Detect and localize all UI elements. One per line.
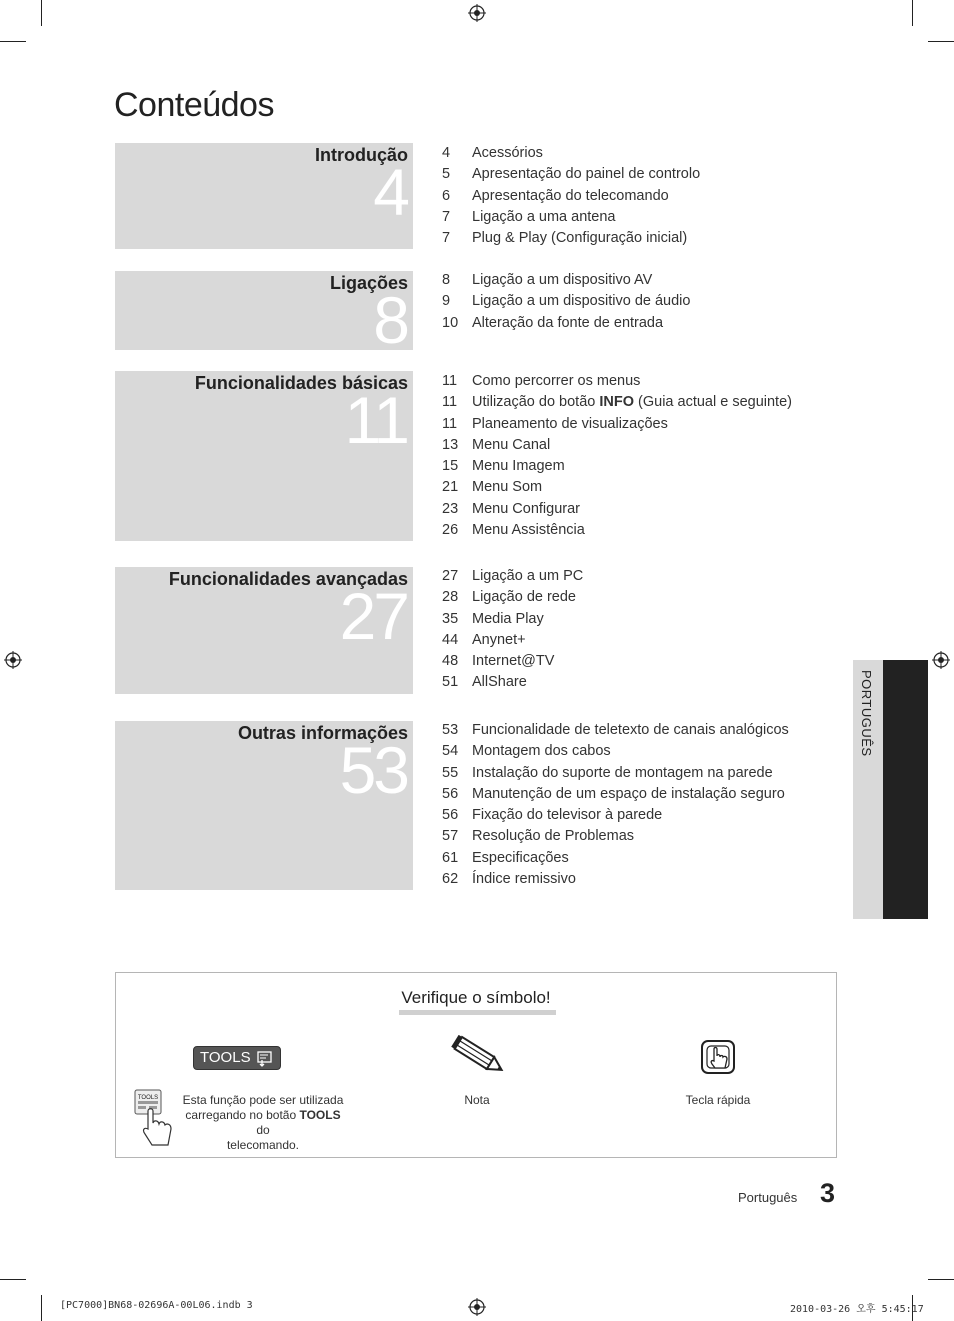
toc-page-number: 26 bbox=[442, 522, 459, 539]
note-caption: Nota bbox=[464, 1093, 490, 1107]
crop-mark bbox=[928, 1279, 954, 1280]
toc-entry-text: Planeamento de visualizações bbox=[472, 415, 668, 432]
tools-caption-text: carregando no botão bbox=[185, 1108, 300, 1122]
hotkey-button-icon bbox=[700, 1039, 736, 1075]
toc-list-introducao bbox=[442, 143, 700, 249]
toc-page-number: 61 bbox=[442, 849, 459, 866]
toc-item[interactable] bbox=[442, 609, 583, 630]
section-number: 11 bbox=[344, 383, 407, 457]
toc-page-number: 28 bbox=[442, 589, 459, 606]
toc-page-number: 56 bbox=[442, 785, 459, 802]
toc-page-number: 7 bbox=[442, 208, 451, 225]
toc-item[interactable] bbox=[442, 499, 792, 520]
toc-entry-text: Apresentação do painel de controlo bbox=[472, 166, 701, 183]
section-title: Funcionalidades básicas bbox=[194, 373, 408, 393]
crop-mark bbox=[0, 41, 26, 42]
toc-item[interactable] bbox=[442, 869, 789, 890]
toc-page-number: 23 bbox=[442, 500, 459, 517]
toc-entry-text: Apresentação do telecomando bbox=[472, 187, 669, 204]
toc-entry-text: Menu Som bbox=[472, 479, 543, 496]
section-number: 8 bbox=[373, 283, 407, 357]
toc-item[interactable] bbox=[442, 805, 789, 826]
toc-list-funcionalidades-avancadas bbox=[442, 566, 583, 694]
toc-item[interactable] bbox=[442, 313, 690, 334]
toc-entry-text: Utilização do botão bbox=[472, 394, 600, 411]
toc-entry-text: Anynet+ bbox=[472, 631, 526, 648]
tools-caption-text: do bbox=[256, 1123, 270, 1137]
tools-badge-label: TOOLS bbox=[200, 1049, 251, 1066]
toc-page-number: 6 bbox=[442, 187, 451, 204]
section-title: Outras informações bbox=[237, 723, 408, 743]
language-tab-label: PORTUGUÊS bbox=[859, 670, 874, 757]
tools-caption bbox=[178, 1093, 348, 1153]
toc-item[interactable] bbox=[442, 291, 690, 312]
toc-entry-text: Funcionalidade de teletexto de canais analógicos bbox=[472, 722, 789, 738]
toc-page-number: 55 bbox=[442, 764, 459, 781]
toc-page-number: 4 bbox=[442, 145, 451, 161]
toc-entry-text: Índice remissivo bbox=[472, 871, 576, 888]
toc-list-outras-informacoes bbox=[442, 720, 789, 890]
toc-item[interactable] bbox=[442, 186, 700, 207]
toc-page-number: 11 bbox=[442, 415, 458, 432]
tools-hand-icon bbox=[256, 1051, 274, 1067]
section-box-ligacoes bbox=[115, 271, 413, 357]
toc-entry-text: Ligação de rede bbox=[472, 589, 576, 606]
page-title: Conteúdos bbox=[114, 86, 274, 124]
toc-page-number: 51 bbox=[442, 674, 459, 691]
crop-mark bbox=[41, 0, 42, 26]
toc-list-ligacoes bbox=[442, 270, 690, 334]
remote-hand-icon bbox=[134, 1089, 174, 1149]
registration-mark-icon bbox=[468, 1298, 486, 1316]
tools-caption-line: telecomando. bbox=[226, 1138, 300, 1152]
toc-page-number: 5 bbox=[442, 166, 451, 183]
toc-entry-text: Ligação a uma antena bbox=[472, 208, 616, 225]
section-box-funcionalidades-basicas bbox=[115, 371, 413, 541]
crop-mark bbox=[0, 1279, 26, 1280]
toc-entry-text: AllShare bbox=[472, 674, 527, 691]
symbol-legend-box bbox=[115, 972, 837, 1158]
crop-mark bbox=[912, 0, 913, 26]
toc-entry-text: Ligação a um dispositivo de áudio bbox=[472, 293, 691, 310]
toc-item[interactable] bbox=[442, 826, 789, 847]
crop-mark bbox=[41, 1295, 42, 1321]
footer-language: Português bbox=[738, 1190, 798, 1205]
tools-caption-line bbox=[178, 1108, 348, 1138]
toc-entry-text: Plug & Play (Configuração inicial) bbox=[472, 230, 688, 247]
toc-item[interactable] bbox=[442, 720, 789, 741]
symbol-legend-title: Verifique o símbolo! bbox=[401, 988, 551, 1007]
toc-item[interactable] bbox=[442, 741, 789, 762]
section-title: Introdução bbox=[315, 145, 408, 165]
toc-page-number: 13 bbox=[442, 436, 459, 453]
toc-page-number: 21 bbox=[442, 479, 459, 496]
crop-mark bbox=[928, 41, 954, 42]
toc-item[interactable] bbox=[442, 784, 789, 805]
toc-entry-text: Acessórios bbox=[472, 145, 543, 161]
toc-entry-text: Fixação do televisor à parede bbox=[472, 807, 663, 824]
toc-entry-text: Menu Configurar bbox=[472, 500, 580, 517]
toc-page-number: 11 bbox=[442, 394, 458, 411]
toc-item[interactable] bbox=[442, 228, 700, 249]
toc-item[interactable] bbox=[442, 651, 583, 672]
toc-entry-text: Manutenção de um espaço de instalação seguro bbox=[472, 785, 785, 802]
toc-page-number: 9 bbox=[442, 293, 451, 310]
toc-item[interactable] bbox=[442, 456, 792, 477]
toc-item[interactable] bbox=[442, 566, 583, 587]
toc-entry-text: Menu Assistência bbox=[472, 522, 585, 539]
toc-list-funcionalidades-basicas bbox=[442, 371, 792, 541]
toc-entry-text: Ligação a um PC bbox=[472, 568, 584, 584]
toc-entry-text: Resolução de Problemas bbox=[472, 828, 635, 845]
toc-page-number: 62 bbox=[442, 871, 459, 888]
toc-page-number: 54 bbox=[442, 743, 459, 760]
toc-page-number: 48 bbox=[442, 653, 459, 670]
toc-entry-text: Ligação a um dispositivo AV bbox=[472, 272, 653, 288]
toc-page-number: 8 bbox=[442, 272, 451, 288]
registration-mark-icon bbox=[932, 651, 950, 669]
toc-entry-text: Internet@TV bbox=[472, 653, 555, 670]
toc-item[interactable] bbox=[442, 587, 583, 608]
toc-item[interactable] bbox=[442, 848, 789, 869]
toc-item[interactable] bbox=[442, 477, 792, 498]
print-slug-right: 2010-03-26 오후 5:45:17 bbox=[790, 1304, 924, 1315]
toc-entry-bold: INFO bbox=[599, 394, 634, 411]
remote-label: TOOLS bbox=[137, 1095, 159, 1101]
toc-item[interactable] bbox=[442, 207, 700, 228]
registration-mark-icon bbox=[468, 4, 486, 22]
toc-item[interactable] bbox=[442, 414, 792, 435]
toc-item[interactable] bbox=[442, 371, 792, 392]
toc-entry-text: Menu Canal bbox=[472, 436, 551, 453]
page-number: 3 bbox=[820, 1178, 836, 1208]
tools-badge bbox=[193, 1046, 281, 1070]
toc-entry-text: Media Play bbox=[472, 610, 544, 627]
pencil-note-icon bbox=[450, 1035, 508, 1079]
tools-caption-bold: TOOLS bbox=[299, 1108, 341, 1122]
section-box-funcionalidades-avancadas bbox=[115, 567, 413, 694]
toc-page-number: 53 bbox=[442, 722, 459, 738]
toc-page-number: 7 bbox=[442, 230, 451, 247]
registration-mark-icon bbox=[4, 651, 22, 669]
toc-page-number: 27 bbox=[442, 568, 459, 584]
toc-item[interactable] bbox=[442, 435, 792, 456]
print-slug-left: [PC7000]BN68-02696A-00L06.indb 3 bbox=[60, 1300, 253, 1311]
toc-item[interactable] bbox=[442, 672, 583, 693]
toc-page-number: 57 bbox=[442, 828, 459, 845]
toc-item[interactable] bbox=[442, 520, 792, 541]
toc-item[interactable] bbox=[442, 392, 792, 413]
tools-caption-line: Esta função pode ser utilizada bbox=[182, 1093, 344, 1107]
section-number: 27 bbox=[339, 579, 407, 653]
toc-page-number: 44 bbox=[442, 631, 459, 648]
title-underline bbox=[399, 1010, 556, 1015]
toc-entry-text: Menu Imagem bbox=[472, 458, 565, 475]
toc-page-number: 11 bbox=[442, 373, 458, 389]
toc-entry-text: Especificações bbox=[472, 849, 569, 866]
section-box-introducao bbox=[115, 143, 413, 249]
toc-item[interactable] bbox=[442, 143, 700, 164]
section-title: Funcionalidades avançadas bbox=[168, 569, 408, 589]
section-box-outras-informacoes bbox=[115, 721, 413, 890]
toc-entry-text: (Guia actual e seguinte) bbox=[634, 394, 792, 411]
toc-page-number: 10 bbox=[442, 314, 459, 331]
toc-page-number: 35 bbox=[442, 610, 459, 627]
toc-item[interactable] bbox=[442, 164, 700, 185]
toc-entry-text: Como percorrer os menus bbox=[472, 373, 641, 389]
toc-item[interactable] bbox=[442, 763, 789, 784]
section-title: Ligações bbox=[329, 273, 408, 293]
toc-entry-text: Montagem dos cabos bbox=[472, 743, 611, 760]
hotkey-caption: Tecla rápida bbox=[685, 1093, 751, 1107]
toc-entry-text: Alteração da fonte de entrada bbox=[472, 314, 664, 331]
toc-item[interactable] bbox=[442, 270, 690, 291]
toc-entry-text: Instalação do suporte de montagem na parede bbox=[472, 764, 773, 781]
toc-page-number: 15 bbox=[442, 458, 459, 475]
toc-item[interactable] bbox=[442, 630, 583, 651]
language-tab-marker bbox=[883, 660, 928, 919]
section-number: 53 bbox=[339, 733, 407, 807]
toc-page-number: 56 bbox=[442, 807, 459, 824]
section-number: 4 bbox=[373, 155, 407, 229]
